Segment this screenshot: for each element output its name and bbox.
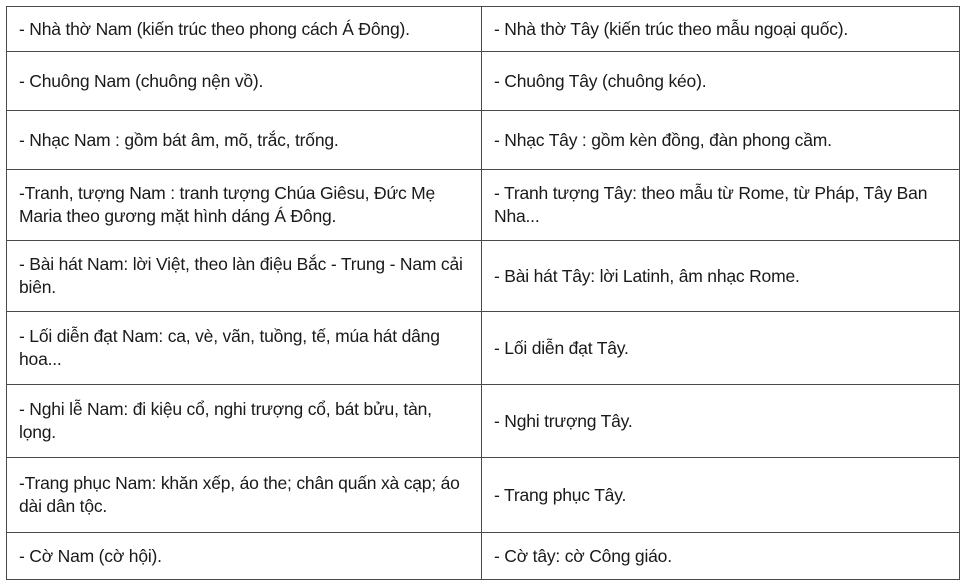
cell-tay: - Nghi trượng Tây. — [482, 385, 960, 458]
cell-tay: - Chuông Tây (chuông kéo). — [482, 52, 960, 111]
cell-nam: - Bài hát Nam: lời Việt, theo làn điệu Bắc - Trung - Nam cải biên. — [7, 241, 482, 312]
table-row — [7, 458, 960, 533]
cell-nam: - Chuông Nam (chuông nện vồ). — [7, 52, 482, 111]
cell-tay: - Nhà thờ Tây (kiến trúc theo mẫu ngoại quốc). — [482, 7, 960, 52]
cell-tay: - Nhạc Tây : gồm kèn đồng, đàn phong cầm. — [482, 111, 960, 170]
table-row — [7, 312, 960, 385]
table-row — [7, 533, 960, 580]
cell-tay: - Trang phục Tây. — [482, 458, 960, 533]
table-row — [7, 385, 960, 458]
table-row — [7, 111, 960, 170]
cell-nam: - Nhà thờ Nam (kiến trúc theo phong cách Á Đông). — [7, 7, 482, 52]
cell-nam: - Nghi lễ Nam: đi kiệu cổ, nghi trượng cổ, bát bửu, tàn, lọng. — [7, 385, 482, 458]
cell-nam: - Lối diễn đạt Nam: ca, vè, vãn, tuồng, tế, múa hát dâng hoa... — [7, 312, 482, 385]
cell-nam: -Trang phục Nam: khăn xếp, áo the; chân quấn xà cạp; áo dài dân tộc. — [7, 458, 482, 533]
cell-tay: - Cờ tây: cờ Công giáo. — [482, 533, 960, 580]
cell-nam: - Cờ Nam (cờ hội). — [7, 533, 482, 580]
cell-nam: - Nhạc Nam : gồm bát âm, mõ, trắc, trống. — [7, 111, 482, 170]
table-row — [7, 241, 960, 312]
cell-tay: - Tranh tượng Tây: theo mẫu từ Rome, từ Pháp, Tây Ban Nha... — [482, 170, 960, 241]
table-row — [7, 7, 960, 52]
table-row — [7, 52, 960, 111]
cell-tay: - Bài hát Tây: lời Latinh, âm nhạc Rome. — [482, 241, 960, 312]
table-row — [7, 170, 960, 241]
cell-nam: -Tranh, tượng Nam : tranh tượng Chúa Giêsu, Đức Mẹ Maria theo gương mặt hình dáng Á Đông. — [7, 170, 482, 241]
comparison-table-container — [6, 6, 959, 580]
cell-tay: - Lối diễn đạt Tây. — [482, 312, 960, 385]
comparison-table — [6, 6, 960, 580]
